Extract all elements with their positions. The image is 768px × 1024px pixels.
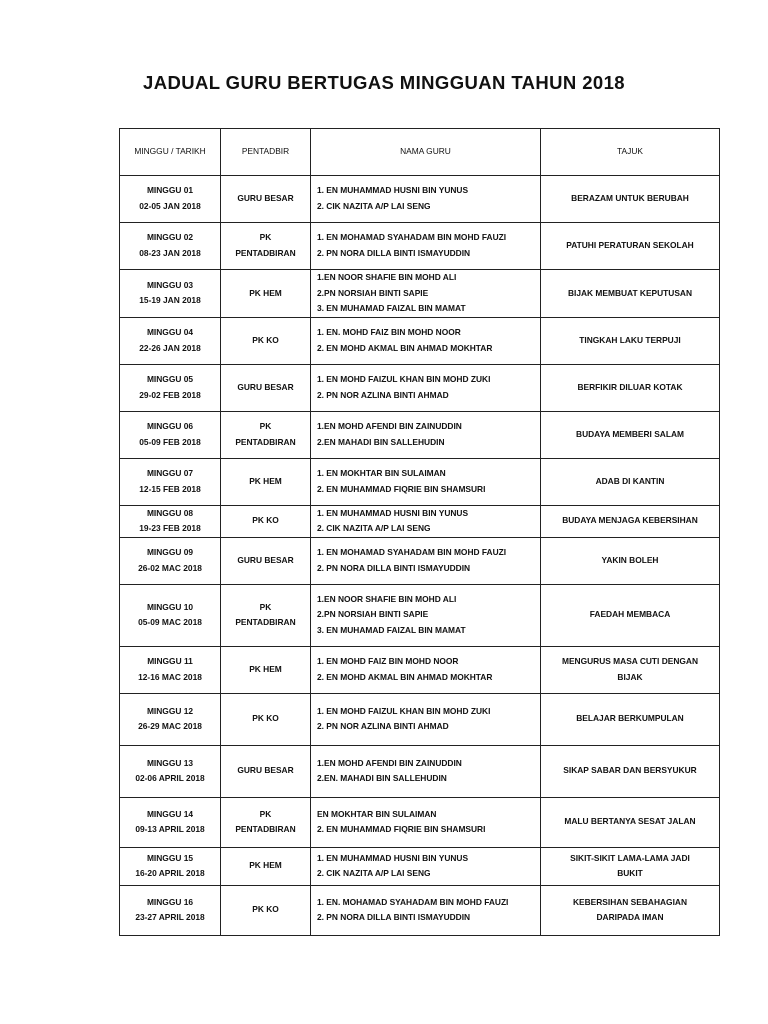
teacher-name: 2. PN NORA DILLA BINTI ISMAYUDDIN bbox=[317, 562, 471, 573]
teacher-names-cell bbox=[311, 505, 541, 537]
week-label: MINGGU 14 bbox=[146, 808, 194, 819]
administrator-cell bbox=[221, 317, 311, 364]
theme-text: BUKIT bbox=[617, 868, 643, 879]
theme-text: BERAZAM UNTUK BERUBAH bbox=[571, 193, 689, 204]
teacher-name: 3. EN MUHAMAD FAIZAL BIN MAMAT bbox=[317, 303, 466, 314]
theme-text: SIKAP SABAR DAN BERSYUKUR bbox=[563, 765, 697, 776]
table-row bbox=[120, 537, 720, 584]
administrator-label: PENTADBIRAN bbox=[235, 617, 296, 628]
date-range: 12-15 FEB 2018 bbox=[139, 483, 201, 494]
administrator-label: PENTADBIRAN bbox=[235, 824, 296, 835]
administrator-label: GURU BESAR bbox=[237, 381, 294, 392]
date-range: 23-27 APRIL 2018 bbox=[135, 912, 205, 923]
administrator-cell bbox=[221, 411, 311, 458]
table-row bbox=[120, 797, 720, 847]
teacher-name: 1. EN. MOHD FAIZ BIN MOHD NOOR bbox=[317, 327, 461, 338]
week-label: MINGGU 13 bbox=[146, 757, 194, 768]
week-label: MINGGU 11 bbox=[147, 656, 193, 667]
administrator-label: PK HEM bbox=[249, 663, 282, 674]
administrator-label: PK KO bbox=[252, 334, 279, 345]
week-label: MINGGU 05 bbox=[146, 374, 194, 385]
theme-text: BIJAK MEMBUAT KEPUTUSAN bbox=[567, 287, 693, 298]
teacher-name: 2. EN MOHD AKMAL BIN AHMAD MOKHTAR bbox=[317, 342, 493, 353]
theme-cell bbox=[541, 847, 720, 885]
table-row bbox=[120, 458, 720, 505]
teacher-names-cell bbox=[311, 693, 541, 745]
administrator-label: PK KO bbox=[252, 515, 279, 526]
theme-cell bbox=[541, 693, 720, 745]
week-date-cell bbox=[120, 364, 221, 411]
theme-text: YAKIN BOLEH bbox=[601, 554, 659, 565]
table-row bbox=[120, 317, 720, 364]
teacher-name: 1.EN NOOR SHAFIE BIN MOHD ALI bbox=[317, 593, 457, 604]
teacher-names-cell bbox=[311, 223, 541, 270]
teacher-names-cell bbox=[311, 176, 541, 223]
date-range: 05-09 FEB 2018 bbox=[139, 436, 201, 447]
week-date-cell bbox=[120, 317, 221, 364]
theme-text: BUDAYA MEMBERI SALAM bbox=[576, 428, 684, 439]
administrator-cell bbox=[221, 745, 311, 797]
administrator-label: GURU BESAR bbox=[237, 193, 294, 204]
date-range: 15-19 JAN 2018 bbox=[139, 295, 201, 306]
theme-text: MALU BERTANYA SESAT JALAN bbox=[564, 816, 696, 827]
week-label: MINGGU 06 bbox=[146, 421, 194, 432]
theme-text: BIJAK bbox=[617, 671, 643, 682]
date-range: 29-02 FEB 2018 bbox=[139, 389, 201, 400]
administrator-label: PK HEM bbox=[249, 860, 282, 871]
week-date-cell bbox=[120, 537, 221, 584]
teacher-name: 2. CIK NAZITA A/P LAI SENG bbox=[317, 523, 431, 534]
administrator-cell bbox=[221, 223, 311, 270]
teacher-name: 2. CIK NAZITA A/P LAI SENG bbox=[317, 868, 431, 879]
teacher-name: 2.EN MAHADI BIN SALLEHUDIN bbox=[317, 436, 445, 447]
week-date-cell bbox=[120, 411, 221, 458]
teacher-name: 2. EN MUHAMMAD FIQRIE BIN SHAMSURI bbox=[317, 483, 486, 494]
teacher-name: 1. EN MOHAMAD SYAHADAM BIN MOHD FAUZI bbox=[317, 232, 507, 243]
date-range: 22-26 JAN 2018 bbox=[139, 342, 201, 353]
administrator-cell bbox=[221, 797, 311, 847]
teacher-names-cell bbox=[311, 847, 541, 885]
week-label: MINGGU 08 bbox=[146, 507, 194, 518]
date-range: 02-06 APRIL 2018 bbox=[135, 773, 205, 784]
week-label: MINGGU 03 bbox=[146, 279, 194, 290]
week-label: MINGGU 02 bbox=[146, 232, 194, 243]
theme-cell bbox=[541, 317, 720, 364]
header-teacher-name: NAMA GURU bbox=[311, 129, 541, 176]
week-date-cell bbox=[120, 693, 221, 745]
administrator-label: PK bbox=[259, 601, 272, 612]
week-label: MINGGU 09 bbox=[146, 547, 194, 558]
theme-cell bbox=[541, 646, 720, 693]
date-range: 16-20 APRIL 2018 bbox=[135, 868, 205, 879]
week-date-cell bbox=[120, 458, 221, 505]
teacher-name: 1. EN MOHD FAIZUL KHAN BIN MOHD ZUKI bbox=[317, 705, 491, 716]
table-row bbox=[120, 584, 720, 646]
table-row bbox=[120, 176, 720, 223]
administrator-label: PK HEM bbox=[249, 287, 282, 298]
administrator-cell bbox=[221, 885, 311, 935]
teacher-name: 1.EN MOHD AFENDI BIN ZAINUDDIN bbox=[317, 421, 462, 432]
teacher-names-cell bbox=[311, 270, 541, 318]
theme-cell bbox=[541, 176, 720, 223]
page-title: JADUAL GURU BERTUGAS MINGGUAN TAHUN 2018 bbox=[143, 72, 625, 93]
administrator-label: PK bbox=[259, 808, 272, 819]
table-row bbox=[120, 223, 720, 270]
teacher-name: 1. EN. MOHAMAD SYAHADAM BIN MOHD FAUZI bbox=[317, 896, 509, 907]
table-row bbox=[120, 364, 720, 411]
teacher-names-cell bbox=[311, 797, 541, 847]
table-row bbox=[120, 693, 720, 745]
theme-text: BUDAYA MENJAGA KEBERSIHAN bbox=[562, 515, 698, 526]
theme-text: BERFIKIR DILUAR KOTAK bbox=[577, 381, 683, 392]
theme-text: KEBERSIHAN SEBAHAGIAN bbox=[572, 896, 687, 907]
teacher-name: 1.EN MOHD AFENDI BIN ZAINUDDIN bbox=[317, 757, 462, 768]
administrator-label: PK HEM bbox=[249, 475, 282, 486]
administrator-label: PENTADBIRAN bbox=[235, 436, 296, 447]
theme-cell bbox=[541, 364, 720, 411]
administrator-cell bbox=[221, 176, 311, 223]
theme-text: PATUHI PERATURAN SEKOLAH bbox=[566, 240, 694, 251]
week-label: MINGGU 01 bbox=[146, 185, 194, 196]
theme-text: DARIPADA IMAN bbox=[596, 912, 664, 923]
week-label: MINGGU 12 bbox=[146, 705, 194, 716]
theme-cell bbox=[541, 797, 720, 847]
theme-cell bbox=[541, 745, 720, 797]
week-label: MINGGU 07 bbox=[146, 468, 194, 479]
week-label: MINGGU 10 bbox=[146, 601, 194, 612]
week-date-cell bbox=[120, 797, 221, 847]
theme-cell bbox=[541, 411, 720, 458]
week-date-cell bbox=[120, 745, 221, 797]
administrator-label: PK KO bbox=[252, 904, 279, 915]
theme-text: ADAB DI KANTIN bbox=[595, 475, 665, 486]
week-date-cell bbox=[120, 223, 221, 270]
teacher-names-cell bbox=[311, 885, 541, 935]
theme-text: BELAJAR BERKUMPULAN bbox=[576, 713, 684, 724]
header-theme: TAJUK bbox=[541, 129, 720, 176]
administrator-label: GURU BESAR bbox=[237, 554, 294, 565]
week-label: MINGGU 16 bbox=[146, 896, 194, 907]
week-date-cell bbox=[120, 646, 221, 693]
date-range: 26-02 MAC 2018 bbox=[138, 562, 202, 573]
table-header-row bbox=[120, 129, 720, 176]
teacher-name: 1.EN NOOR SHAFIE BIN MOHD ALI bbox=[317, 272, 457, 282]
teacher-names-cell bbox=[311, 317, 541, 364]
teacher-name: 2. PN NORA DILLA BINTI ISMAYUDDIN bbox=[317, 912, 471, 923]
table-row bbox=[120, 270, 720, 318]
administrator-cell bbox=[221, 584, 311, 646]
theme-text: SIKIT-SIKIT LAMA-LAMA JADI bbox=[570, 852, 690, 863]
teacher-name: 1. EN MUHAMMAD HUSNI BIN YUNUS bbox=[317, 507, 469, 518]
theme-cell bbox=[541, 505, 720, 537]
theme-cell bbox=[541, 885, 720, 935]
table-row bbox=[120, 885, 720, 935]
administrator-cell bbox=[221, 847, 311, 885]
teacher-names-cell bbox=[311, 364, 541, 411]
date-range: 09-13 APRIL 2018 bbox=[135, 824, 205, 835]
week-label: MINGGU 15 bbox=[146, 852, 194, 863]
theme-text: MENGURUS MASA CUTI DENGAN bbox=[561, 656, 698, 667]
administrator-cell bbox=[221, 458, 311, 505]
teacher-name: 1. EN MOHD FAIZ BIN MOHD NOOR bbox=[317, 656, 459, 667]
duty-schedule-table bbox=[119, 128, 720, 936]
date-range: 19-23 FEB 2018 bbox=[139, 523, 201, 534]
teacher-names-cell bbox=[311, 537, 541, 584]
teacher-names-cell bbox=[311, 411, 541, 458]
administrator-cell bbox=[221, 364, 311, 411]
theme-text: FAEDAH MEMBACA bbox=[589, 609, 671, 620]
week-label: MINGGU 04 bbox=[146, 327, 194, 338]
teacher-names-cell bbox=[311, 458, 541, 505]
administrator-label: GURU BESAR bbox=[237, 765, 294, 776]
teacher-name: 2.PN NORSIAH BINTI SAPIE bbox=[317, 287, 429, 298]
teacher-name: 1. EN MOHD FAIZUL KHAN BIN MOHD ZUKI bbox=[317, 374, 491, 385]
teacher-name: 2.PN NORSIAH BINTI SAPIE bbox=[317, 609, 429, 620]
administrator-label: PK KO bbox=[252, 713, 279, 724]
teacher-name: 1. EN MUHAMMAD HUSNI BIN YUNUS bbox=[317, 185, 469, 196]
table-row bbox=[120, 646, 720, 693]
teacher-names-cell bbox=[311, 745, 541, 797]
week-date-cell bbox=[120, 176, 221, 223]
week-date-cell bbox=[120, 270, 221, 318]
administrator-label: PK bbox=[259, 421, 272, 432]
table-row bbox=[120, 847, 720, 885]
theme-cell bbox=[541, 458, 720, 505]
administrator-cell bbox=[221, 693, 311, 745]
teacher-names-cell bbox=[311, 584, 541, 646]
header-administrator: PENTADBIR bbox=[221, 129, 311, 176]
week-date-cell bbox=[120, 885, 221, 935]
table-row bbox=[120, 411, 720, 458]
teacher-name: 2. EN MUHAMMAD FIQRIE BIN SHAMSURI bbox=[317, 824, 486, 835]
date-range: 12-16 MAC 2018 bbox=[138, 671, 202, 682]
teacher-name: 3. EN MUHAMAD FAIZAL BIN MAMAT bbox=[317, 625, 466, 635]
teacher-name: 1. EN MOKHTAR BIN SULAIMAN bbox=[317, 468, 446, 479]
date-range: 05-09 MAC 2018 bbox=[138, 617, 202, 628]
administrator-cell bbox=[221, 537, 311, 584]
teacher-name: EN MOKHTAR BIN SULAIMAN bbox=[317, 808, 437, 819]
week-date-cell bbox=[120, 584, 221, 646]
week-date-cell bbox=[120, 847, 221, 885]
teacher-names-cell bbox=[311, 646, 541, 693]
teacher-name: 2. CIK NAZITA A/P LAI SENG bbox=[317, 201, 431, 211]
date-range: 26-29 MAC 2018 bbox=[138, 721, 202, 732]
administrator-label: PK bbox=[259, 232, 272, 243]
teacher-name: 2.EN. MAHADI BIN SALLEHUDIN bbox=[317, 773, 447, 784]
theme-cell bbox=[541, 584, 720, 646]
teacher-name: 2. PN NORA DILLA BINTI ISMAYUDDIN bbox=[317, 248, 471, 258]
teacher-name: 1. EN MUHAMMAD HUSNI BIN YUNUS bbox=[317, 852, 469, 863]
administrator-cell bbox=[221, 505, 311, 537]
date-range: 02-05 JAN 2018 bbox=[139, 201, 201, 211]
header-week-date: MINGGU / TARIKH bbox=[120, 129, 221, 176]
table-row bbox=[120, 745, 720, 797]
theme-text: TINGKAH LAKU TERPUJI bbox=[579, 334, 681, 345]
theme-cell bbox=[541, 223, 720, 270]
teacher-name: 2. PN NOR AZLINA BINTI AHMAD bbox=[317, 721, 449, 732]
teacher-name: 1. EN MOHAMAD SYAHADAM BIN MOHD FAUZI bbox=[317, 547, 507, 558]
teacher-name: 2. EN MOHD AKMAL BIN AHMAD MOKHTAR bbox=[317, 671, 493, 682]
table-body bbox=[120, 129, 720, 936]
date-range: 08-23 JAN 2018 bbox=[139, 248, 201, 258]
administrator-cell bbox=[221, 270, 311, 318]
administrator-label: PENTADBIRAN bbox=[235, 248, 296, 258]
theme-cell bbox=[541, 270, 720, 318]
administrator-cell bbox=[221, 646, 311, 693]
week-date-cell bbox=[120, 505, 221, 537]
table-row bbox=[120, 505, 720, 537]
teacher-name: 2. PN NOR AZLINA BINTI AHMAD bbox=[317, 389, 449, 400]
theme-cell bbox=[541, 537, 720, 584]
